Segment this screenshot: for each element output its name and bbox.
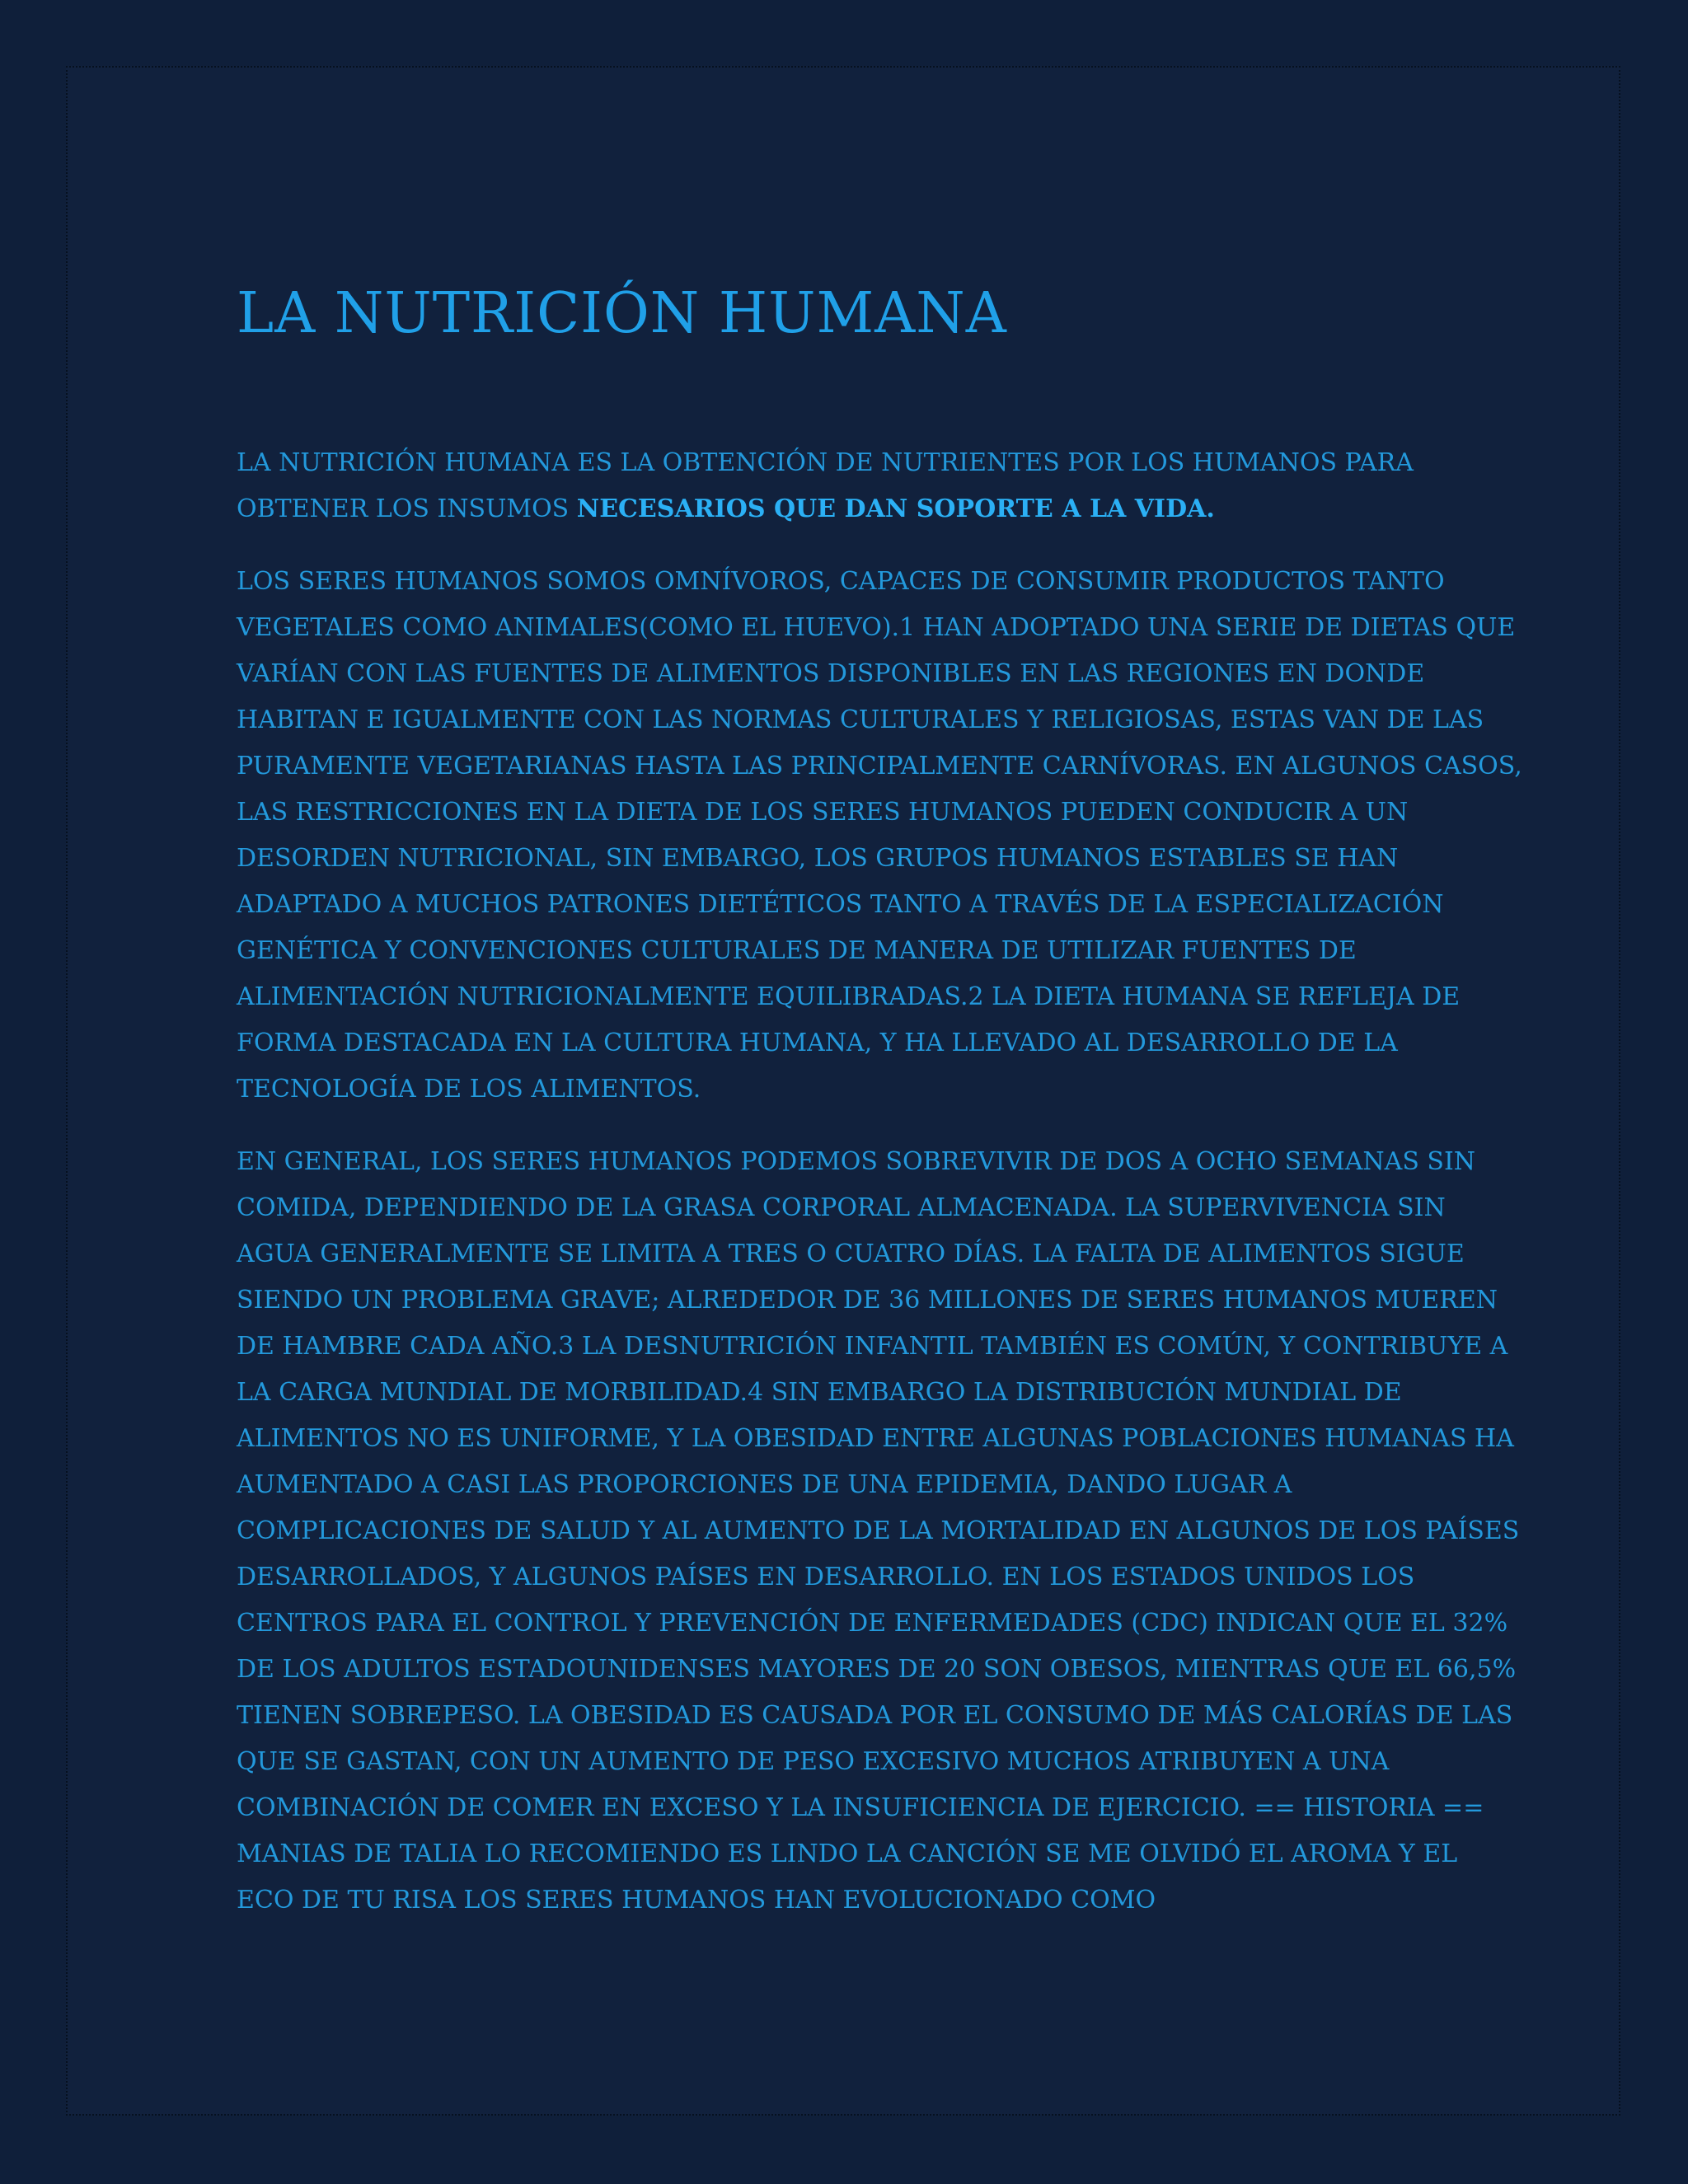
paragraph-intro	[237, 440, 1522, 532]
paragraph-intro-bold: NECESARIOS QUE DAN SOPORTE A LA VIDA.	[576, 494, 1215, 523]
paragraph-survival: EN GENERAL, LOS SERES HUMANOS PODEMOS SOBREVIVIR DE DOS A OCHO SEMANAS SIN COMIDA, DEPENDIENDO DE LA GRASA CORPORAL ALMACENADA. LA SUPERVIVENCIA SIN AGUA GENERALMENTE SE LIMITA A TRES O CUATRO DÍAS. LA FALTA DE ALIMENTOS SIGUE SIENDO UN PROBLEMA GRAVE; ALREDEDOR DE 36 MILLONES DE SERES HUMANOS MUEREN DE HAMBRE CADA AÑO.3 LA DESNUTRICIÓN INFANTIL TAMBIÉN ES COMÚN, Y CONTRIBUYE A LA CARGA MUNDIAL DE MORBILIDAD.4 SIN EMBARGO LA DISTRIBUCIÓN MUNDIAL DE ALIMENTOS NO ES UNIFORME, Y LA OBESIDAD ENTRE ALGUNAS POBLACIONES HUMANAS HA AUMENTADO A CASI LAS PROPORCIONES DE UNA EPIDEMIA, DANDO LUGAR A COMPLICACIONES DE SALUD Y AL AUMENTO DE LA MORTALIDAD EN ALGUNOS DE LOS PAÍSES DESARROLLADOS, Y ALGUNOS PAÍSES EN DESARROLLO. EN LOS ESTADOS UNIDOS LOS CENTROS PARA EL CONTROL Y PREVENCIÓN DE ENFERMEDADES (CDC) INDICAN QUE EL 32% DE LOS ADULTOS ESTADOUNIDENSES MAYORES DE 20 SON OBESOS, MIENTRAS QUE EL 66,5% TIENEN SOBREPESO. LA OBESIDAD ES CAUSADA POR EL CONSUMO DE MÁS CALORÍAS DE LAS QUE SE GASTAN, CON UN AUMENTO DE PESO EXCESIVO MUCHOS ATRIBUYEN A UNA COMBINACIÓN DE COMER EN EXCESO Y LA INSUFICIENCIA DE EJERCICIO. == HISTORIA == MANIAS DE TALIA LO RECOMIENDO ES LINDO LA CANCIÓN SE ME OLVIDÓ EL AROMA Y EL ECO DE TU RISA LOS SERES HUMANOS HAN EVOLUCIONADO COMO	[237, 1146, 1520, 1915]
paragraph-omnivores: LOS SERES HUMANOS SOMOS OMNÍVOROS, CAPACES DE CONSUMIR PRODUCTOS TANTO VEGETALES COMO ANIMALES(COMO EL HUEVO).1 HAN ADOPTADO UNA SERIE DE DIETAS QUE VARÍAN CON LAS FUENTES DE ALIMENTOS DISPONIBLES EN LAS REGIONES EN DONDE HABITAN E IGUALMENTE CON LAS NORMAS CULTURALES Y RELIGIOSAS, ESTAS VAN DE LAS PURAMENTE VEGETARIANAS HASTA LAS PRINCIPALMENTE CARNÍVORAS. EN ALGUNOS CASOS, LAS RESTRICCIONES EN LA DIETA DE LOS SERES HUMANOS PUEDEN CONDUCIR A UN DESORDEN NUTRICIONAL, SIN EMBARGO, LOS GRUPOS HUMANOS ESTABLES SE HAN ADAPTADO A MUCHOS PATRONES DIETÉTICOS TANTO A TRAVÉS DE LA ESPECIALIZACIÓN GENÉTICA Y CONVENCIONES CULTURALES DE MANERA DE UTILIZAR FUENTES DE ALIMENTACIÓN NUTRICIONALMENTE EQUILIBRADAS.2 LA DIETA HUMANA SE REFLEJA DE FORMA DESTACADA EN LA CULTURA HUMANA, Y HA LLEVADO AL DESARROLLO DE LA TECNOLOGÍA DE LOS ALIMENTOS.	[237, 566, 1522, 1104]
document-title: LA NUTRICIÓN HUMANA	[237, 281, 1007, 346]
document-page	[66, 66, 1620, 2116]
paragraph-intro-text: LA NUTRICIÓN HUMANA ES LA OBTENCIÓN DE NUTRIENTES POR LOS HUMANOS PARA OBTENER LOS INSUMOS	[237, 448, 1414, 523]
document-content	[237, 208, 1522, 1924]
